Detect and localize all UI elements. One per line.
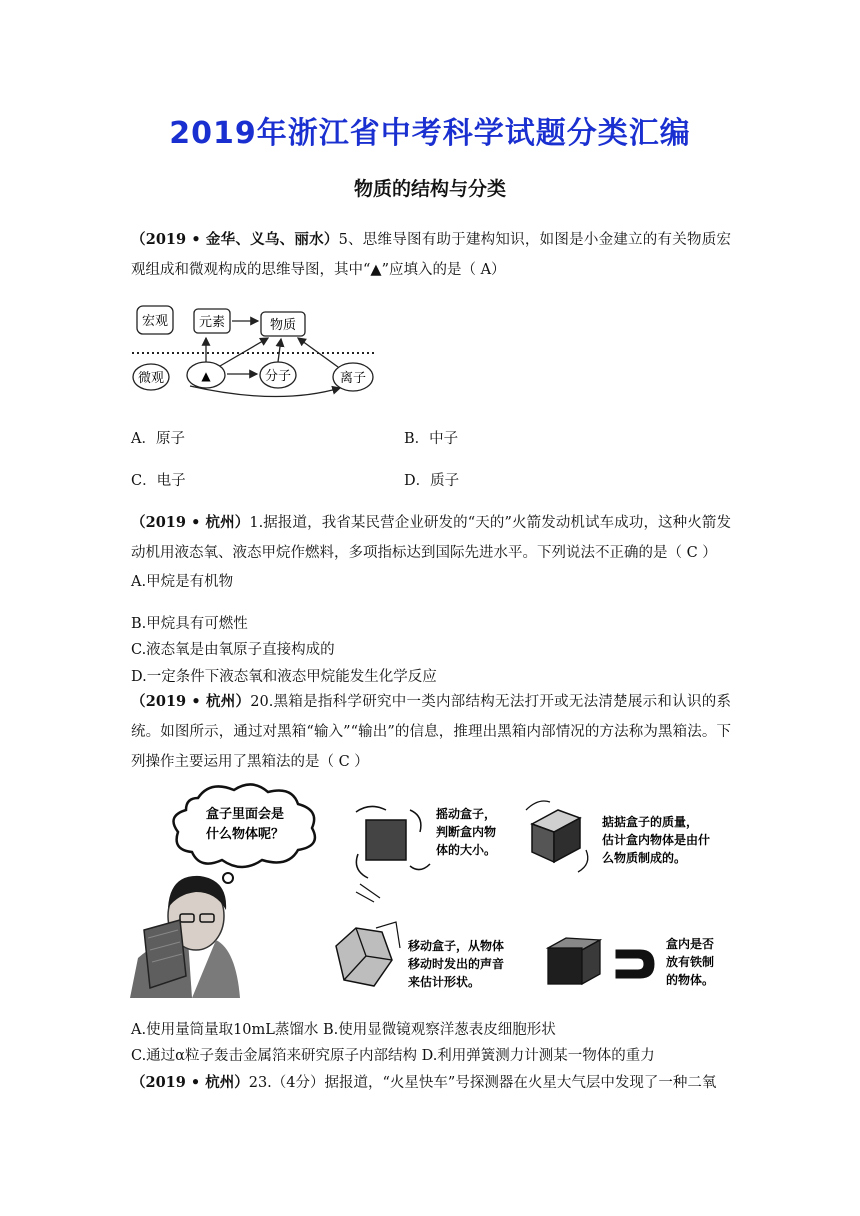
question-4-text: 23.（4分）据报道，“火星快车”号探测器在火星大气层中发现了一种二氧 [248,1075,717,1091]
op4-line-3: 的物体。 [666,973,715,987]
bubble-line-2: 什么物体呢？ [205,827,285,842]
q1-option-d: D．质子 [404,473,460,489]
molecule-label: 分子 [264,369,292,384]
substance-label: 物质 [269,318,297,333]
question-2-source: （2019 • 杭州） [131,514,250,531]
black-box-figure [130,780,730,1000]
op4-line-2: 放有铁制 [666,955,715,969]
magnet-box-illustration [548,938,654,984]
question-3 [131,687,731,777]
concept-map-diagram [128,296,378,400]
q2-option-a: A.甲烷是有机物 [131,574,234,590]
op2-line-2: 估计盒内物体是由什 [602,833,711,847]
op3-line-2: 移动时发出的声音 [408,957,505,971]
q3-options-cd: C.通过α粒子轰击金属箔来研究原子内部结构 D.利用弹簧测力计测某一物体的重力 [131,1048,655,1064]
ion-label: 离子 [339,371,367,386]
q2-option-c: C.液态氧是由氧原子直接构成的 [131,642,335,658]
op2-line-3: 么物质制成的。 [602,851,687,865]
page-title: 2019年浙江省中考科学试题分类汇编 [169,116,691,151]
op4-line-1: 盒内是否 [666,937,715,951]
move-box-illustration [336,922,400,986]
op3-line-3: 来估计形状。 [408,975,481,989]
question-2-text: 1.据报道，我省某民营企业研发的“天的”火箭发动机试车成功，这种火箭发动机用液态氧、液态甲烷作燃料，多项指标达到国际先进水平。下列说法不正确的是（ C ） [131,515,731,561]
macro-label: 宏观 [141,314,169,329]
op1-line-3: 体的大小。 [436,843,497,857]
q2-option-b: B.甲烷具有可燃性 [131,616,248,632]
q1-option-b: B．中子 [404,431,459,447]
op2-line-1: 掂掂盒子的质量， [602,815,699,829]
question-1-source: （2019 • 金华、义乌、丽水） [131,231,339,248]
q2-option-d: D.一定条件下液态氧和液态甲烷能发生化学反应 [131,669,437,685]
op1-line-2: 判断盒内物 [436,825,497,839]
boy-illustration [130,876,240,998]
op3-line-1: 移动盒子，从物体 [408,939,505,953]
q1-option-c: C．电子 [131,473,186,489]
question-1-text: 5、思维导图有助于建构知识，如图是小金建立的有关物质宏观组成和微观构成的思维导图，其中“▲”应填入的是（ A） [131,232,731,278]
question-3-source: （2019 • 杭州） [131,693,251,710]
op1-line-1: 摇动盒子， [436,807,497,821]
triangle-label: ▲ [201,369,211,383]
question-2 [131,508,731,568]
question-4 [131,1071,716,1092]
q3-options-ab: A.使用量筒量取10mL蒸馏水 B.使用显微镜观察洋葱表皮细胞形状 [131,1022,556,1038]
shake-box-illustration [356,806,430,902]
q1-option-a: A．原子 [131,431,185,447]
question-3-text: 20.黑箱是指科学研究中一类内部结构无法打开或无法清楚展示和认识的系统。如图所示，通过对黑箱“输入”“输出”的信息，推理出黑箱内部情况的方法称为黑箱法。下列操作主要运用了黑箱法的是（ C ） [131,694,731,770]
thought-bubble [174,784,315,867]
micro-label: 微观 [137,371,165,386]
bubble-line-1: 盒子里面会是 [205,807,285,822]
section-subtitle: 物质的结构与分类 [353,178,506,200]
weigh-box-illustration [526,801,588,872]
question-4-source: （2019 • 杭州） [131,1074,249,1091]
question-1 [131,225,731,285]
element-label: 元素 [198,315,226,330]
